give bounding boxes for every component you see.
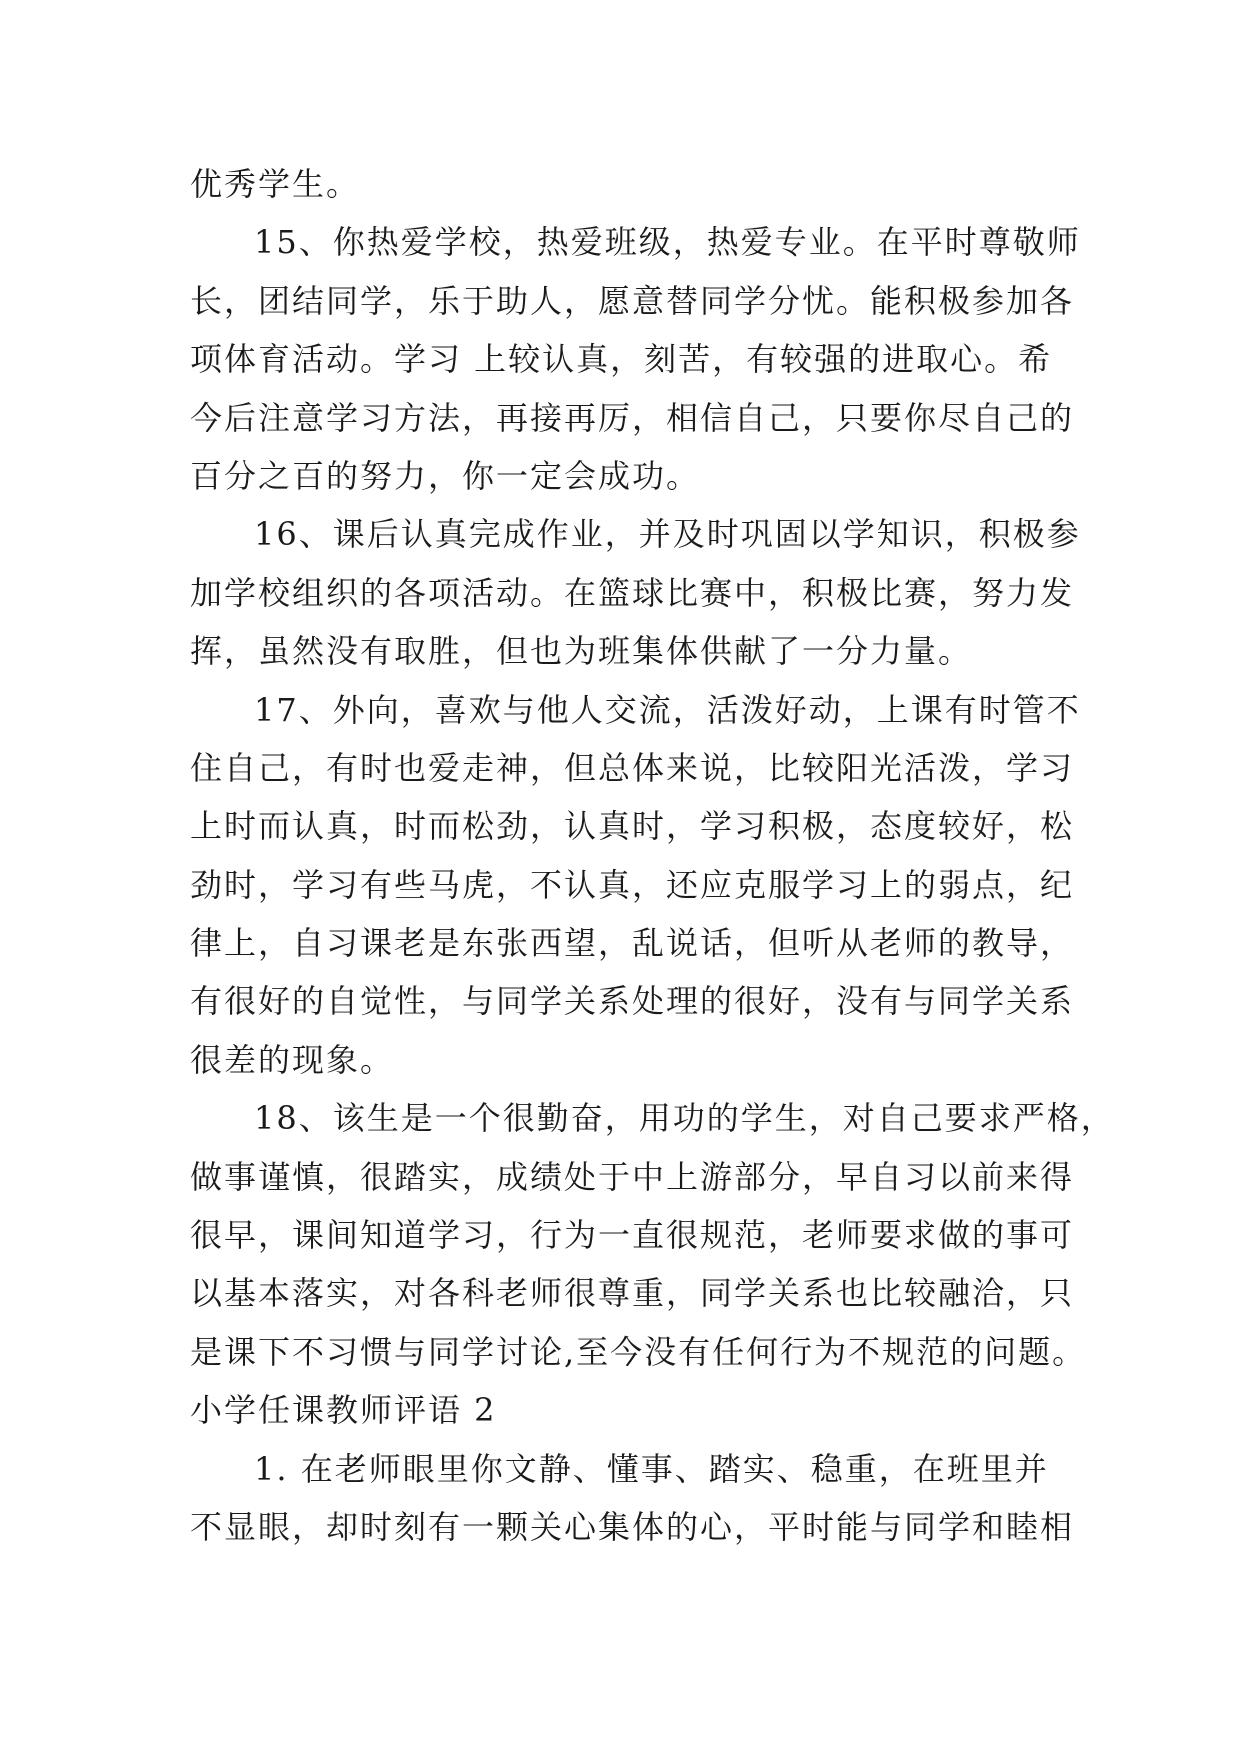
paragraph-first-line: 16、课后认真完成作业，并及时巩固以学知识，积极参 <box>254 515 1081 554</box>
document-body <box>190 155 1115 1556</box>
paragraph-first-line: 15、你热爱学校，热爱班级，热爱专业。在平时尊敬师 <box>254 223 1081 262</box>
text-line: 长，团结同学，乐于助人，愿意替同学分忧。能积极参加各 <box>190 281 1075 320</box>
text-line: 很差的现象。 <box>190 1040 395 1079</box>
text-line: 优秀学生。 <box>190 165 361 203</box>
text-line: 以基本落实，对各科老师很尊重，同学关系也比较融洽，只 <box>190 1274 1075 1313</box>
text-line: 今后注意学习方法，再接再厉，相信自己，只要你尽自己的 <box>190 398 1075 437</box>
text-line: 百分之百的努力，你一定会成功。 <box>190 456 701 495</box>
text-line: 加学校组织的各项活动。在篮球比赛中，积极比赛，努力发 <box>190 573 1075 612</box>
paragraph-first-line: 17、外向，喜欢与他人交流，活泼好动，上课有时管不 <box>254 690 1081 729</box>
text-line: 有很好的自觉性，与同学关系处理的很好，没有与同学关系 <box>190 982 1075 1021</box>
text-line: 小学任课教师评语 2 <box>190 1391 497 1430</box>
text-line: 律上，自习课老是东张西望，乱说话，但听从老师的教导， <box>190 924 1075 963</box>
text-line: 很早，课间知道学习，行为一直很规范，老师要求做的事可 <box>190 1216 1075 1255</box>
text-line: 住自己，有时也爱走神，但总体来说，比较阳光活泼，学习 <box>190 748 1075 787</box>
text-line: 项体育活动。学习 上较认真，刻苦，有较强的进取心。希 <box>190 340 1053 379</box>
text-line: 挥，虽然没有取胜，但也为班集体供献了一分力量。 <box>190 632 973 671</box>
paragraph-first-line: 1. 在老师眼里你文静、懂事、踏实、稳重，在班里并 <box>254 1449 1049 1488</box>
text-line: 不显眼，却时刻有一颗关心集体的心，平时能与同学和睦相 <box>190 1507 1075 1546</box>
paragraph-first-line: 18、该生是一个很勤奋，用功的学生，对自己要求严格， <box>254 1099 1115 1138</box>
text-line: 上时而认真，时而松劲，认真时，学习积极，态度较好，松 <box>190 807 1075 846</box>
text-line: 做事谨慎，很踏实，成绩处于中上游部分，早自习以前来得 <box>190 1157 1075 1196</box>
text-line: 劲时，学习有些马虎，不认真，还应克服学习上的弱点，纪 <box>190 865 1075 904</box>
text-line: 是课下不习惯与同学讨论,至今没有任何行为不规范的问题。 <box>190 1332 1087 1371</box>
